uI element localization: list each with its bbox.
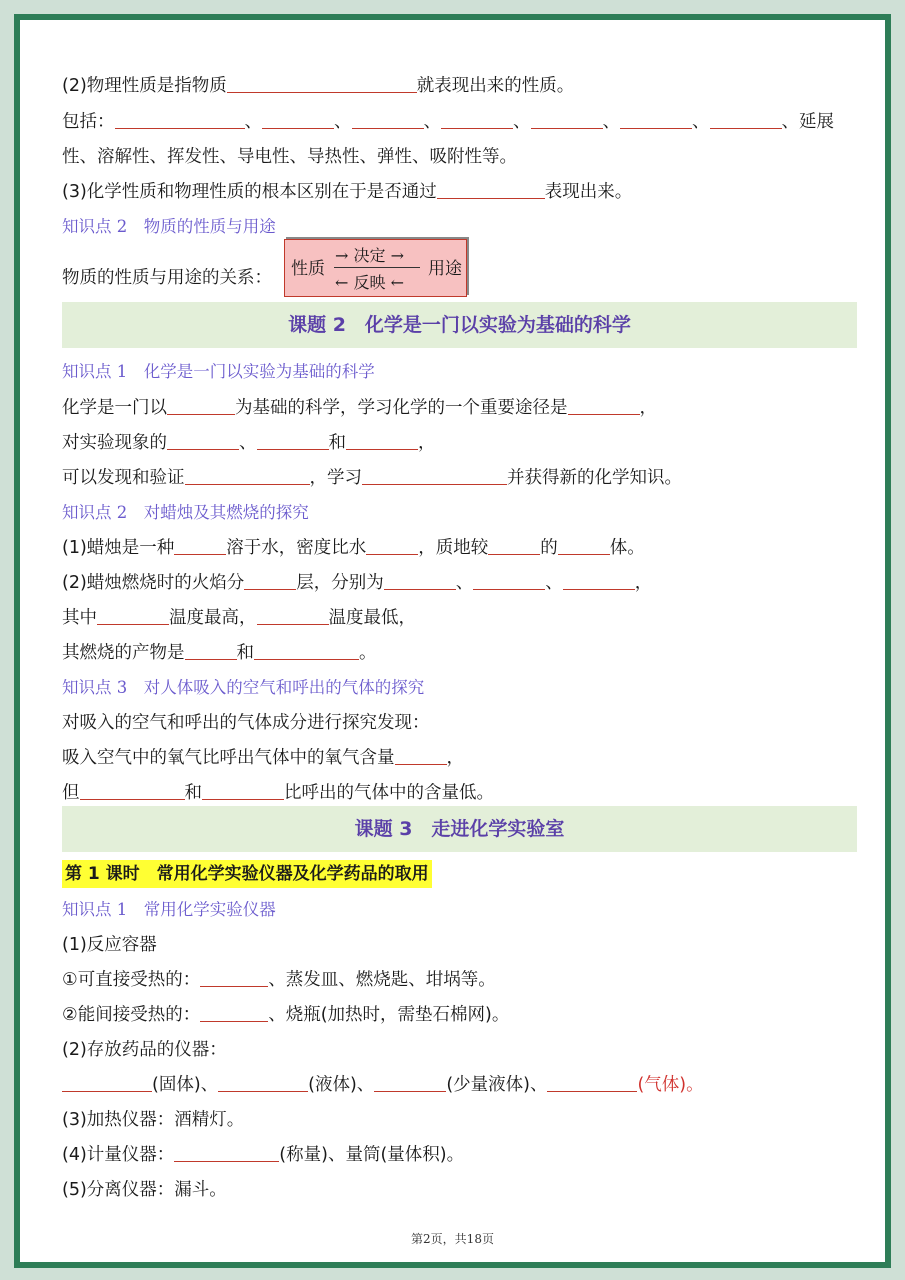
answer-blank[interactable] (710, 110, 782, 129)
property-use-relation-diagram (284, 239, 467, 297)
relation-divider (334, 267, 420, 268)
candle-line-3: 其中 温度最高， 温度最低， (62, 608, 416, 628)
relation-arrow-top: → 决定 → (335, 246, 404, 265)
answer-blank[interactable] (437, 180, 545, 199)
physical-property-list-cont: 性、溶解性、挥发性、导电性、导热性、弹性、吸附性等。 (62, 147, 517, 167)
answer-blank[interactable] (563, 571, 635, 590)
chemistry-definition-line: 化学是一门以 为基础的科学，学习化学的一个重要途径是 ， (62, 398, 657, 418)
candle-line-2: (2)蜡烛燃烧时的火焰分 层，分别为 、 、 ， (62, 573, 653, 593)
storage-heading: (2)存放药品的仪器： (62, 1040, 227, 1060)
section-title-banner: 课题 2 化学是一门以实验为基础的科学 (62, 302, 857, 348)
knowledge-point-heading: 知识点 1 化学是一门以实验为基础的科学 (62, 362, 375, 381)
section-title-banner: 课题 3 走进化学实验室 (62, 806, 857, 852)
answer-blank[interactable] (200, 968, 268, 987)
answer-blank[interactable] (547, 1073, 637, 1092)
answer-blank[interactable] (384, 571, 456, 590)
answer-blank[interactable] (620, 110, 692, 129)
answer-blank[interactable] (441, 110, 513, 129)
knowledge-point-heading: 知识点 2 对蜡烛及其燃烧的探究 (62, 503, 309, 522)
relation-left-text: 性质 (291, 259, 325, 279)
answer-blank[interactable] (346, 431, 418, 450)
answer-blank[interactable] (262, 110, 334, 129)
answer-blank[interactable] (167, 396, 235, 415)
breath-line-3: 但 和 比呼出的气体中的含量低。 (62, 783, 494, 803)
page-number-footer: 第2页，共18页 (411, 1232, 494, 1246)
candle-line-4: 其燃烧的产物是 和 。 (62, 643, 377, 663)
answer-blank[interactable] (488, 536, 540, 555)
answer-blank[interactable] (167, 431, 239, 450)
answer-blank[interactable] (374, 1073, 446, 1092)
breath-line-1: 对吸入的空气和呼出的气体成分进行探究发现： (62, 713, 430, 733)
answer-blank[interactable] (257, 606, 329, 625)
physical-property-list: 包括： 、 、 、 、 、 、 、延展 (62, 112, 834, 132)
answer-blank[interactable] (257, 431, 329, 450)
answer-blank[interactable] (202, 781, 284, 800)
breath-line-2: 吸入空气中的氧气比呼出气体中的氧气含量 ， (62, 748, 464, 768)
answer-blank[interactable] (227, 74, 417, 93)
knowledge-point-heading: 知识点 3 对人体吸入的空气和呼出的气体的探究 (62, 678, 425, 697)
answer-blank[interactable] (352, 110, 424, 129)
answer-blank[interactable] (80, 781, 185, 800)
relation-label: 物质的性质与用途的关系： (62, 268, 272, 288)
knowledge-point-heading: 知识点 1 常用化学实验仪器 (62, 900, 276, 919)
answer-blank[interactable] (185, 641, 237, 660)
answer-blank[interactable] (362, 466, 507, 485)
heating-instrument-line: (3)加热仪器：酒精灯。 (62, 1110, 245, 1130)
physical-property-definition: (2)物理性质是指物质 就表现出来的性质。 (62, 76, 575, 96)
reaction-vessel-heading: (1)反应容器 (62, 935, 157, 955)
answer-blank[interactable] (558, 536, 610, 555)
property-difference: (3)化学性质和物理性质的根本区别在于是否通过 表现出来。 (62, 182, 633, 202)
answer-blank[interactable] (568, 396, 640, 415)
answer-blank[interactable] (62, 1073, 152, 1092)
separation-instrument-line: (5)分离仪器：漏斗。 (62, 1180, 227, 1200)
relation-arrow-bottom: ← 反映 ← (335, 273, 404, 292)
measuring-instrument-line: (4)计量仪器： (称量)、量筒(量体积)。 (62, 1145, 465, 1165)
experiment-phenomena-line: 对实验现象的 、 和 ， (62, 433, 436, 453)
answer-blank[interactable] (366, 536, 418, 555)
direct-heat-line: ①可直接受热的： 、蒸发皿、燃烧匙、坩埚等。 (62, 970, 496, 990)
knowledge-point-heading: 知识点 2 物质的性质与用途 (62, 217, 276, 236)
indirect-heat-line: ②能间接受热的： 、烧瓶(加热时，需垫石棉网)。 (62, 1005, 510, 1025)
answer-blank[interactable] (254, 641, 359, 660)
answer-blank[interactable] (531, 110, 603, 129)
answer-blank[interactable] (115, 110, 245, 129)
discovery-line: 可以发现和验证 ，学习 并获得新的化学知识。 (62, 468, 682, 488)
answer-blank[interactable] (174, 1143, 279, 1162)
answer-blank[interactable] (97, 606, 169, 625)
lesson-heading: 第 1 课时 常用化学实验仪器及化学药品的取用 (62, 860, 432, 888)
answer-blank[interactable] (218, 1073, 308, 1092)
answer-blank[interactable] (244, 571, 296, 590)
answer-blank[interactable] (473, 571, 545, 590)
relation-right-text: 用途 (428, 259, 462, 279)
answer-blank[interactable] (200, 1003, 268, 1022)
storage-line: (固体)、 (液体)、 (少量液体)、 (气体)。 (62, 1073, 704, 1097)
answer-blank[interactable] (174, 536, 226, 555)
answer-blank[interactable] (185, 466, 310, 485)
answer-blank[interactable] (395, 746, 447, 765)
page-frame (14, 14, 891, 1268)
candle-line-1: (1)蜡烛是一种 溶于水，密度比水 ，质地较 的 体。 (62, 538, 645, 558)
